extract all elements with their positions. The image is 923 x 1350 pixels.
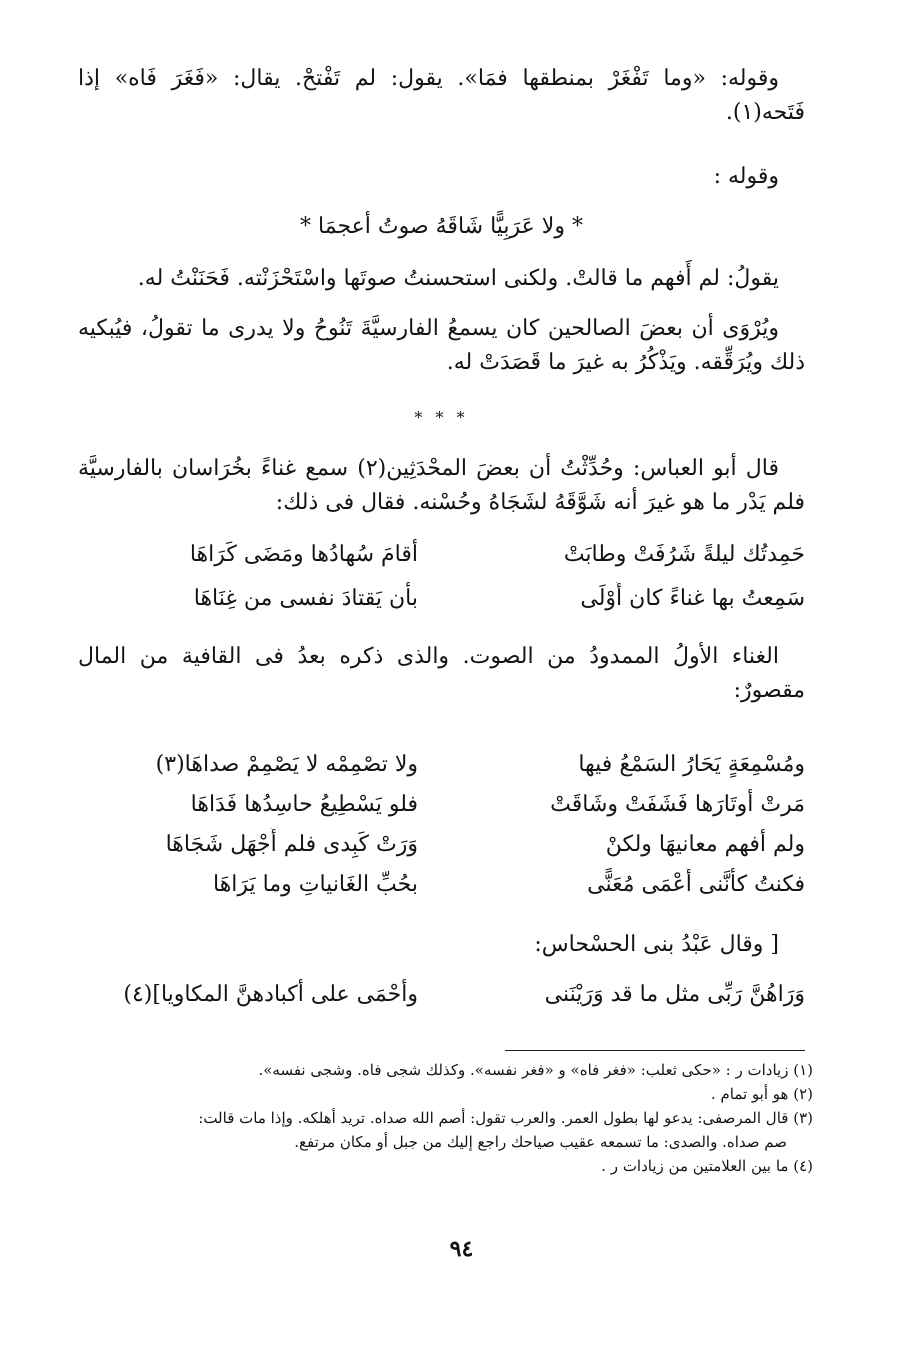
verse-ajz: وَرَتْ كَبِدى فلم أَجْهَل شَجَاهَا	[165, 832, 418, 857]
paragraph-6: الغناء الأولُ الممدودُ من الصوت. والذى ذكره بعدُ فى القافية من المال مقصورٌ:	[78, 644, 805, 703]
footnotes	[78, 1058, 813, 1178]
verse-ajz: بحُبِّ الغَانياتِ وما يَرَاهَا	[212, 872, 418, 897]
footnote-3-continued: صم صداه. والصدى: ما تسمعه عقيب صياحك راجع إليك من جبل أو مكان مرتفع.	[294, 1133, 787, 1151]
footnote-2: (٢) هو أبو تمام .	[710, 1085, 813, 1103]
verse-line	[78, 748, 805, 782]
verse-sadr: ولم أفهم معانيهَا ولكنْ	[605, 832, 805, 857]
footnote-3: (٣) قال المرصفى: يدعو لها بطول العمر. والعرب تقول: أصم الله صداه. تريد أهلكه. وإذا مات قالت:	[198, 1109, 813, 1127]
verse-line	[78, 978, 805, 1012]
verse-line	[78, 868, 805, 902]
verse-sadr: مَرتْ أوتَارَها فَشَفَتْ وشَاقَتْ	[550, 792, 805, 817]
verse-line	[78, 538, 805, 572]
page-number: ٩٤	[449, 1236, 474, 1262]
verse-ajz: فلو يَسْطِيعُ حاسِدُها فَدَاهَا	[190, 792, 418, 817]
verse-single: * ولا عَرَبِيًّا شَاقَهُ صوتُ أعجمَا *	[300, 214, 583, 239]
verse-ajz: بأن يَقتادَ نفسى من غِنَاهَا	[193, 586, 418, 611]
verse-sadr: وَرَاهُنَّ رَبِّى مثل ما قد وَرَيْنَنى	[544, 982, 805, 1007]
footnote-divider	[505, 1050, 805, 1051]
section-separator: * * *	[414, 408, 469, 427]
verse-line	[78, 828, 805, 862]
verse-line	[78, 582, 805, 616]
verse-ajz: وأحْمَى على أكبادهنَّ المكاويا](٤)	[123, 982, 418, 1007]
verse-sadr: ومُسْمِعَةٍ يَحَارُ السَمْعُ فيها	[578, 752, 805, 777]
footnote-1: (١) زيادات ر : «حكى ثعلب: «فغر فاه» و «فغر نفسه». وكذلك شجى فاه. وشجى نفسه».	[258, 1061, 813, 1079]
verse-line	[78, 788, 805, 822]
paragraph-5: قال أبو العباس: وحُدِّثْتُ أن بعضَ المحْدَثِين(٢) سمع غناءً بخُرَاسان بالفارسيَّة فلم يَدْر ما هو غيرَ أنه شَوَّقَهُ لشَجَاهُ وحُسْنه. فقال فى ذلك:	[78, 456, 805, 515]
paragraph-1: وقوله: «وما تَفْغَرْ بمنطقها فمَا». يقول: لم تَفْتحْ. يقال: «فَغَرَ فَاه» إذا فَتَحه(١).	[78, 66, 805, 125]
verse-sadr: فكنتُ كأنَّنى أَعْمَى مُعَنًّى	[587, 872, 805, 897]
verse-ajz: ولا تصْمِمْه لا يَصْمِمْ صداهَا(٣)	[155, 752, 418, 777]
paragraph-2: وقوله :	[713, 164, 779, 189]
footnote-4: (٤) ما بين العلامتين من زيادات ر .	[601, 1157, 813, 1175]
verse-sadr: سَمِعتُ بها غناءً كان أَوْلَى	[580, 586, 805, 611]
paragraph-7: [ وقال عَبْدُ بنى الحسْحاس:	[534, 932, 779, 957]
verse-ajz: أقامَ سُهادُها ومَضَى كَرَاهَا	[189, 542, 418, 567]
verse-sadr: حَمِدتُك ليلةً شَرُفَتْ وطابَتْ	[563, 542, 805, 567]
paragraph-3: يقولُ: لم أَفهم ما قالتْ. ولكنى استحسنتُ صوتَها واسْتَحْزَنْته. فَحَنَنْتُ له.	[137, 266, 779, 291]
paragraph-4: ويُرْوَى أن بعضَ الصالحين كان يسمعُ الفارسيَّةَ تَنُوحُ ولا يدرى ما تقولُ، فيُبكيه ذلك ويُرَقِّقه. ويَذْكُرُ به غيرَ ما قَصَدَتْ له.	[78, 316, 805, 375]
